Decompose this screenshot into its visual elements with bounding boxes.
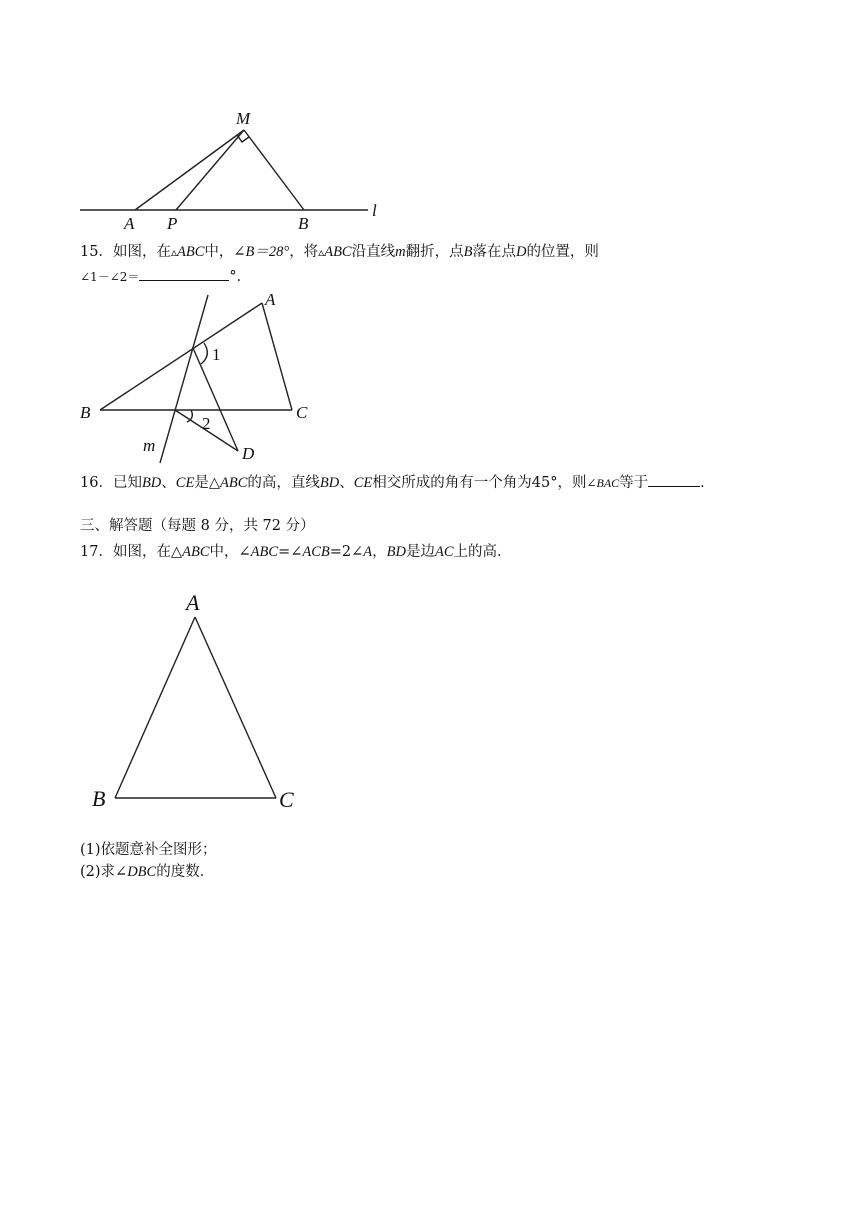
q17-text-1: 如图，在△ [112,544,183,560]
q17-sub1: (1)依题意补全图形； [80,842,217,858]
q16-line [80,472,715,493]
q15-point-b: B [463,244,473,260]
q16-bd: BD [141,475,162,491]
figure-map-line-svg [0,100,420,240]
q17-text-2: 中，∠ [209,544,251,560]
segment-ab [115,617,195,798]
q15-text-3: ，将 [289,244,319,260]
label-c: C [279,787,294,812]
q17-text-3: =∠ [278,544,303,560]
label-angle-1: 1 [212,345,221,364]
angle-1-arc [201,343,207,364]
figure-q15 [0,285,360,470]
q15-line2 [80,266,251,287]
q16-angle: 45° [531,475,558,491]
q16-sep-2: 、 [339,475,354,491]
label-b: B [298,214,309,233]
q16-number: 16． [80,475,113,491]
q17-text-7: 上的高． [453,544,512,560]
q17-abc-2: ABC [250,544,279,560]
q16-text-5: ，则 [557,475,587,491]
figure-q17-svg [0,585,340,815]
segment-ac [262,303,292,410]
q15-text-5: 翻折，点 [405,244,464,260]
q15-text-4: 沿直线 [351,244,396,260]
q16-text-3: 的高，直线 [247,475,320,491]
q15-triangle-name: ABC [176,244,205,260]
segment-ba [100,303,262,410]
q17-bd: BD [386,544,406,560]
figure-q17 [0,585,340,815]
label-p: P [167,214,178,233]
label-d: D [242,444,255,463]
q16-text-6: 等于 [619,475,649,491]
label-l: l [372,201,377,220]
q17-text-6: 是边 [405,544,435,560]
q15-number: 15． [80,244,113,260]
q17-text-4: =2∠ [329,544,364,560]
segment-ac [195,617,276,798]
q17-sub2-dbc: DBC [127,864,157,880]
q15-line-m: m [395,244,406,260]
label-b: B [92,786,106,811]
label-angle-2: 2 [202,414,211,433]
q15-text-1: 如图，在 [112,244,171,260]
segment-mb [244,130,304,210]
q15-triangle-name-2: ABC [324,244,352,260]
q17-sub2-text-1: (2)求∠ [80,864,128,880]
q17-sub2 [80,862,214,882]
q15-angle-expr: ∠B＝28° [233,244,290,260]
q17-number: 17． [80,544,113,560]
triangle-symbol-2: ▵ [318,245,325,259]
q15-expression: ∠1－∠2＝ [80,270,140,284]
q15-answer-blank[interactable] [139,266,229,281]
line-m [160,295,208,463]
segment-am [135,130,244,210]
q17-ac: AC [434,544,454,560]
label-a: A [265,290,276,309]
label-a: A [186,590,200,615]
q16-text-4: 相交所成的角有一个角为 [372,475,532,491]
q16-abc: ABC [219,475,248,491]
label-a: A [124,214,135,233]
figure-map-line [0,100,420,240]
triangle-symbol: ▵ [170,245,177,259]
q17-line [80,542,512,562]
q17-a: A [363,544,373,560]
figure-q15-svg [0,285,360,470]
q16-tail: ． [700,475,715,491]
q17-acb: ACB [302,544,330,560]
q16-bac: ∠BAC [586,476,620,490]
q15-text-7: 的位置，则 [526,244,599,260]
q17-sub2-text-2: 的度数． [156,864,215,880]
q16-sep: 、 [161,475,176,491]
q16-ce-2: CE [353,475,373,491]
label-m: M [236,109,251,128]
label-b: B [80,403,91,422]
q16-answer-blank[interactable] [648,472,700,487]
q17-text-5: ， [372,544,387,560]
q15-text-6: 落在点 [472,244,516,260]
section-heading: 三、解答题（每题 8 分，共 72 分） [80,518,315,534]
q15-point-d: D [515,244,527,260]
q17-abc: ABC [182,544,210,560]
q15-text-2: 中， [204,244,234,260]
segment-pm [176,130,244,210]
q15-line1 [80,242,599,262]
q16-text-1: 已知 [112,475,142,491]
q16-bd-2: BD [319,475,340,491]
label-c: C [296,403,308,422]
q16-ce: CE [175,475,195,491]
q16-text-2: 是△ [194,475,220,491]
label-m: m [143,436,156,455]
q15-tail: °． [229,269,252,285]
